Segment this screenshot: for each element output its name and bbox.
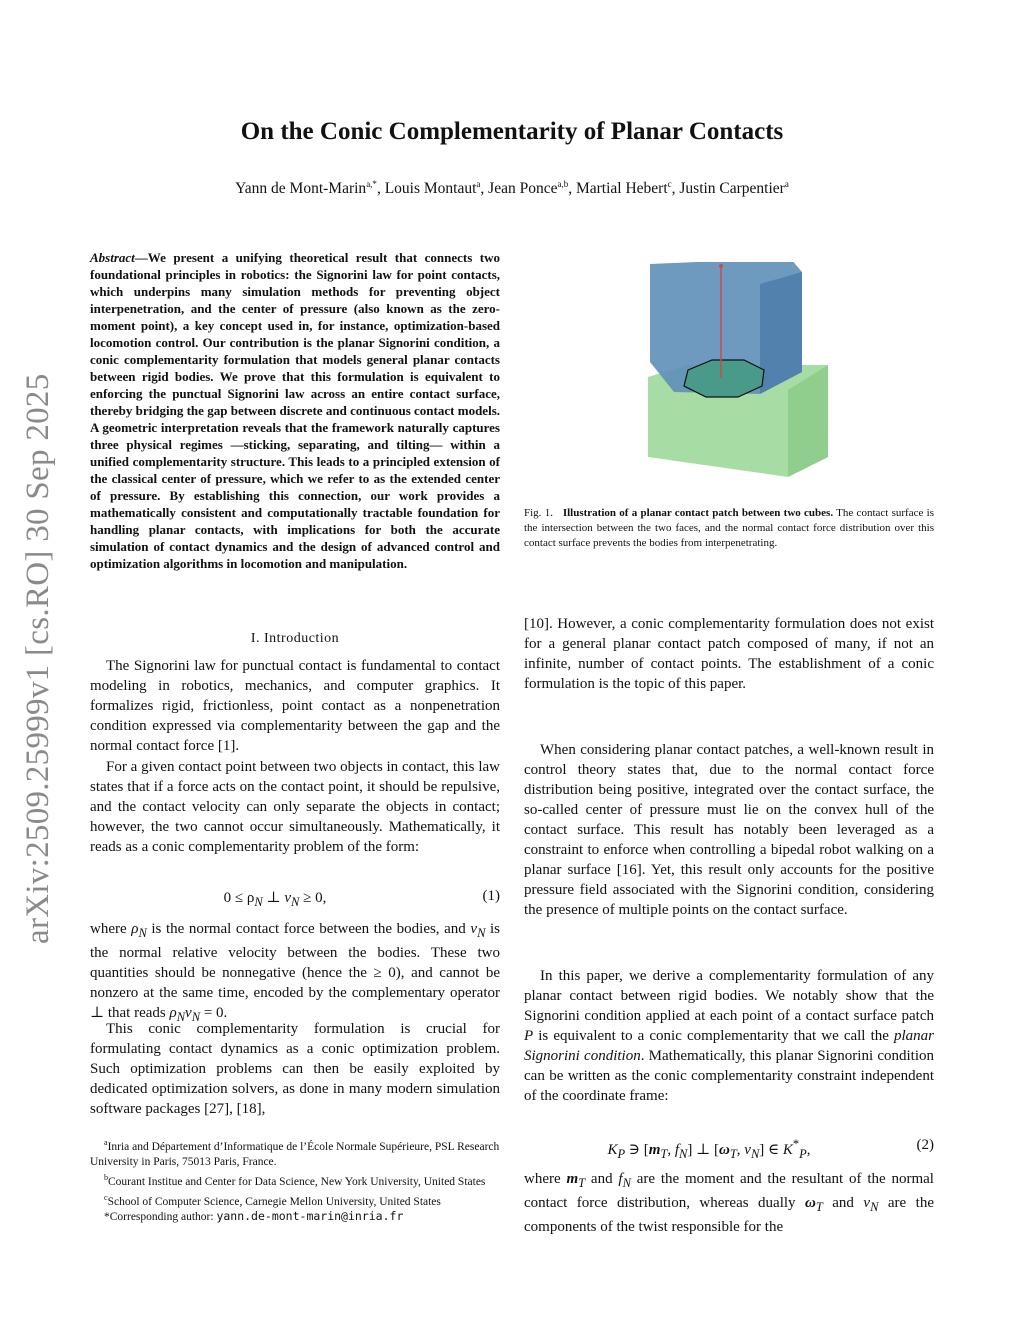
footnote-affiliation-c: School of Computer Science, Carnegie Mellon University, United States <box>107 1195 441 1208</box>
intro-paragraph-3: where $\rho_N$ is the normal contact force between the bodies, and $v_N$ is the normal relative velocity between the bodies. These two quantities should be nonnegative (hence the ≥ 0), and cannot be nonzero at the same time, encoded by the complementary operator ⊥ that reads $\rho_Nv_N = 0$. <box>90 921 500 1024</box>
right-paragraph-4: where $m_T$ and $f_N$ are the moment and the resultant of the normal contact force distribution, whereas dually $\omega_T$ and $v_N$ are the components of the twist responsible for the <box>524 1171 934 1235</box>
right-paragraph-2: When considering planar contact patches, a well-known result in control theory states that, due to the normal contact force distribution being positive, integrated over the contact surface, the so-called center of pressure must lie on the convex hull of the contact surface. This result has notably been leveraged as a constraint to enforce when controlling a bipedal robot walking on a planar surface [16]. Yet, this result only accounts for the positive pressure field associated with the Signorini condition, considering the presence of multiple points on the contact surface. <box>524 742 934 918</box>
planar-signorini-term: planar Signorini condition <box>524 1028 934 1064</box>
corresponding-author-email[interactable]: yann.de-mont-marin@inria.fr <box>216 1209 404 1224</box>
abstract-label: Abstract <box>90 250 135 265</box>
force-vector-tip <box>719 264 723 268</box>
cubes-illustration <box>640 262 830 482</box>
abstract-text: —We present a unifying theoretical result that connects two foundational principles in robotics: the Signorini law for point contacts, which underpins many simulation methods for preventing object interpenetration, and the center of pressure (also known as the zero-moment point), a key concept used in, for instance, optimization-based locomotion control. Our contribution is the planar Signorini condition, a conic complementarity formulation that models general planar contacts between rigid bodies. We prove that this formulation is equivalent to enforcing the punctual Signorini law across an entire contact surface, thereby bridging the gap between discrete and continuous contact models. A geometric interpretation reveals that the framework naturally captures three physical regimes —sticking, separating, and tilting— within a unified complementarity structure. This leads to a principled extension of the classical center of pressure, which we refer to as the extended center of pressure. By establishing this connection, our work provides a mathematically consistent and computationally tractable foundation for handling planar contacts, with implications for both the accurate simulation of contact dynamics and the design of advanced control and optimization algorithms in locomotion and manipulation. <box>90 250 500 571</box>
author-affiliation: a <box>476 179 481 189</box>
author-name: Louis Montaut <box>384 180 477 198</box>
footnote-affiliation-a: Inria and Département d’Informatique de l’École Normale Supérieure, PSL Research University in Paris, 75013 Paris, France. <box>90 1140 500 1168</box>
intro-paragraph-4: This conic complementarity formulation is crucial for formulating contact dynamics as a conic optimization problem. Such optimization problems can then be easily exploited by dedicated optimization solvers, as done in many modern simulation software packages [27], [18], <box>90 1021 500 1117</box>
paper-title: On the Conic Complementarity of Planar Contacts <box>240 118 784 145</box>
figure-caption-text: The contact surface is the intersection between the two faces, and the normal contact force distribution over this contact surface prevents the bodies from interpenetrating. <box>524 507 934 549</box>
intro-paragraph-2: For a given contact point between two objects in contact, this law states that if a force acts on the contact point, it should be repulsive, and the contact velocity can only separate the objects in contact; however, the two cannot occur simultaneously. Mathematically, it reads as a conic complementarity problem of the form: <box>90 759 500 855</box>
figure-caption <box>524 506 934 551</box>
author-affiliation: a,b <box>557 179 569 189</box>
author-name: Martial Hebert <box>575 180 668 198</box>
author-list: Yann de Mont-Marin$^{a,*}$, Louis Montaut$^a$, Jean Ponce$^{a,b}$, Martial Hebert$^c$, Justin Carpentier$^a$ <box>235 179 789 198</box>
section-heading: I. Introduction <box>250 631 340 646</box>
arxiv-identifier: arXiv:2509.25999v1 [cs.RO] 30 Sep 2025 <box>20 373 56 944</box>
figure-label: Fig. 1. <box>524 507 553 519</box>
author-affiliation: a,* <box>366 179 377 189</box>
equation-1-body: $0 \le \rho_N$ ⊥ $v_N \ge 0$, <box>223 890 327 909</box>
figure-caption-title: Illustration of a planar contact patch between two cubes. <box>562 507 834 519</box>
right-paragraph-1: [10]. However, a conic complementarity formulation does not exist for a general planar contact patch composed of many, if not an infinite, number of contact points. The establishment of a conic formulation is the topic of this paper. <box>524 616 934 692</box>
abstract <box>90 249 500 572</box>
footnote-affiliation-b: Courant Institue and Center for Data Science, New York University, United States <box>108 1175 486 1188</box>
equation-1 <box>90 888 500 908</box>
equation-1-number: (1) <box>482 888 500 904</box>
equation-2-body: $K_P$ ∋ [$m_T$, $f_N$] ⊥ [$\omega_T$, $v_N$] ∈ $K^*_P$, <box>607 1137 811 1161</box>
author-name: Jean Ponce <box>488 180 558 198</box>
author-name: Justin Carpentier <box>679 180 785 198</box>
intro-paragraph-1: The Signorini law for punctual contact is fundamental to contact modeling in robotics, mechanics, and computer graphics. It formalizes rigid, frictionless, point contact as a nonpenetration condition expressed via complementarity between the gap and the normal contact force [1]. <box>90 658 500 754</box>
author-name: Yann de Mont-Marin <box>235 180 367 198</box>
right-paragraph-3: In this paper, we derive a complementarity formulation of any planar contact between rigid bodies. We notably show that the Signorini condition applied at each point of a contact surface patch P is equivalent to a conic complementarity that we call the planar Signorini condition. Mathematically, this planar Signorini condition can be written as the conic complementarity constraint independent of the coordinate frame: <box>524 968 934 1104</box>
equation-2 <box>524 1137 934 1161</box>
equation-2-number: (2) <box>916 1137 934 1153</box>
figure-1 <box>640 262 830 482</box>
footnotes: $^a$Inria and Département d’Informatique de l’École Normale Supérieure, PSL Research University in Paris, 75013 Paris, France. $^b$Courant Institue and Center for Data Science, New York University, United States $^c$School of Computer Science, Carnegie Mellon University, United States *Corresponding author: yann.de-mont-marin@inria.fr <box>90 1138 500 1224</box>
author-affiliation: a <box>784 179 789 189</box>
author-affiliation: c <box>667 179 672 189</box>
corresponding-author-label: *Corresponding author: <box>104 1211 217 1224</box>
